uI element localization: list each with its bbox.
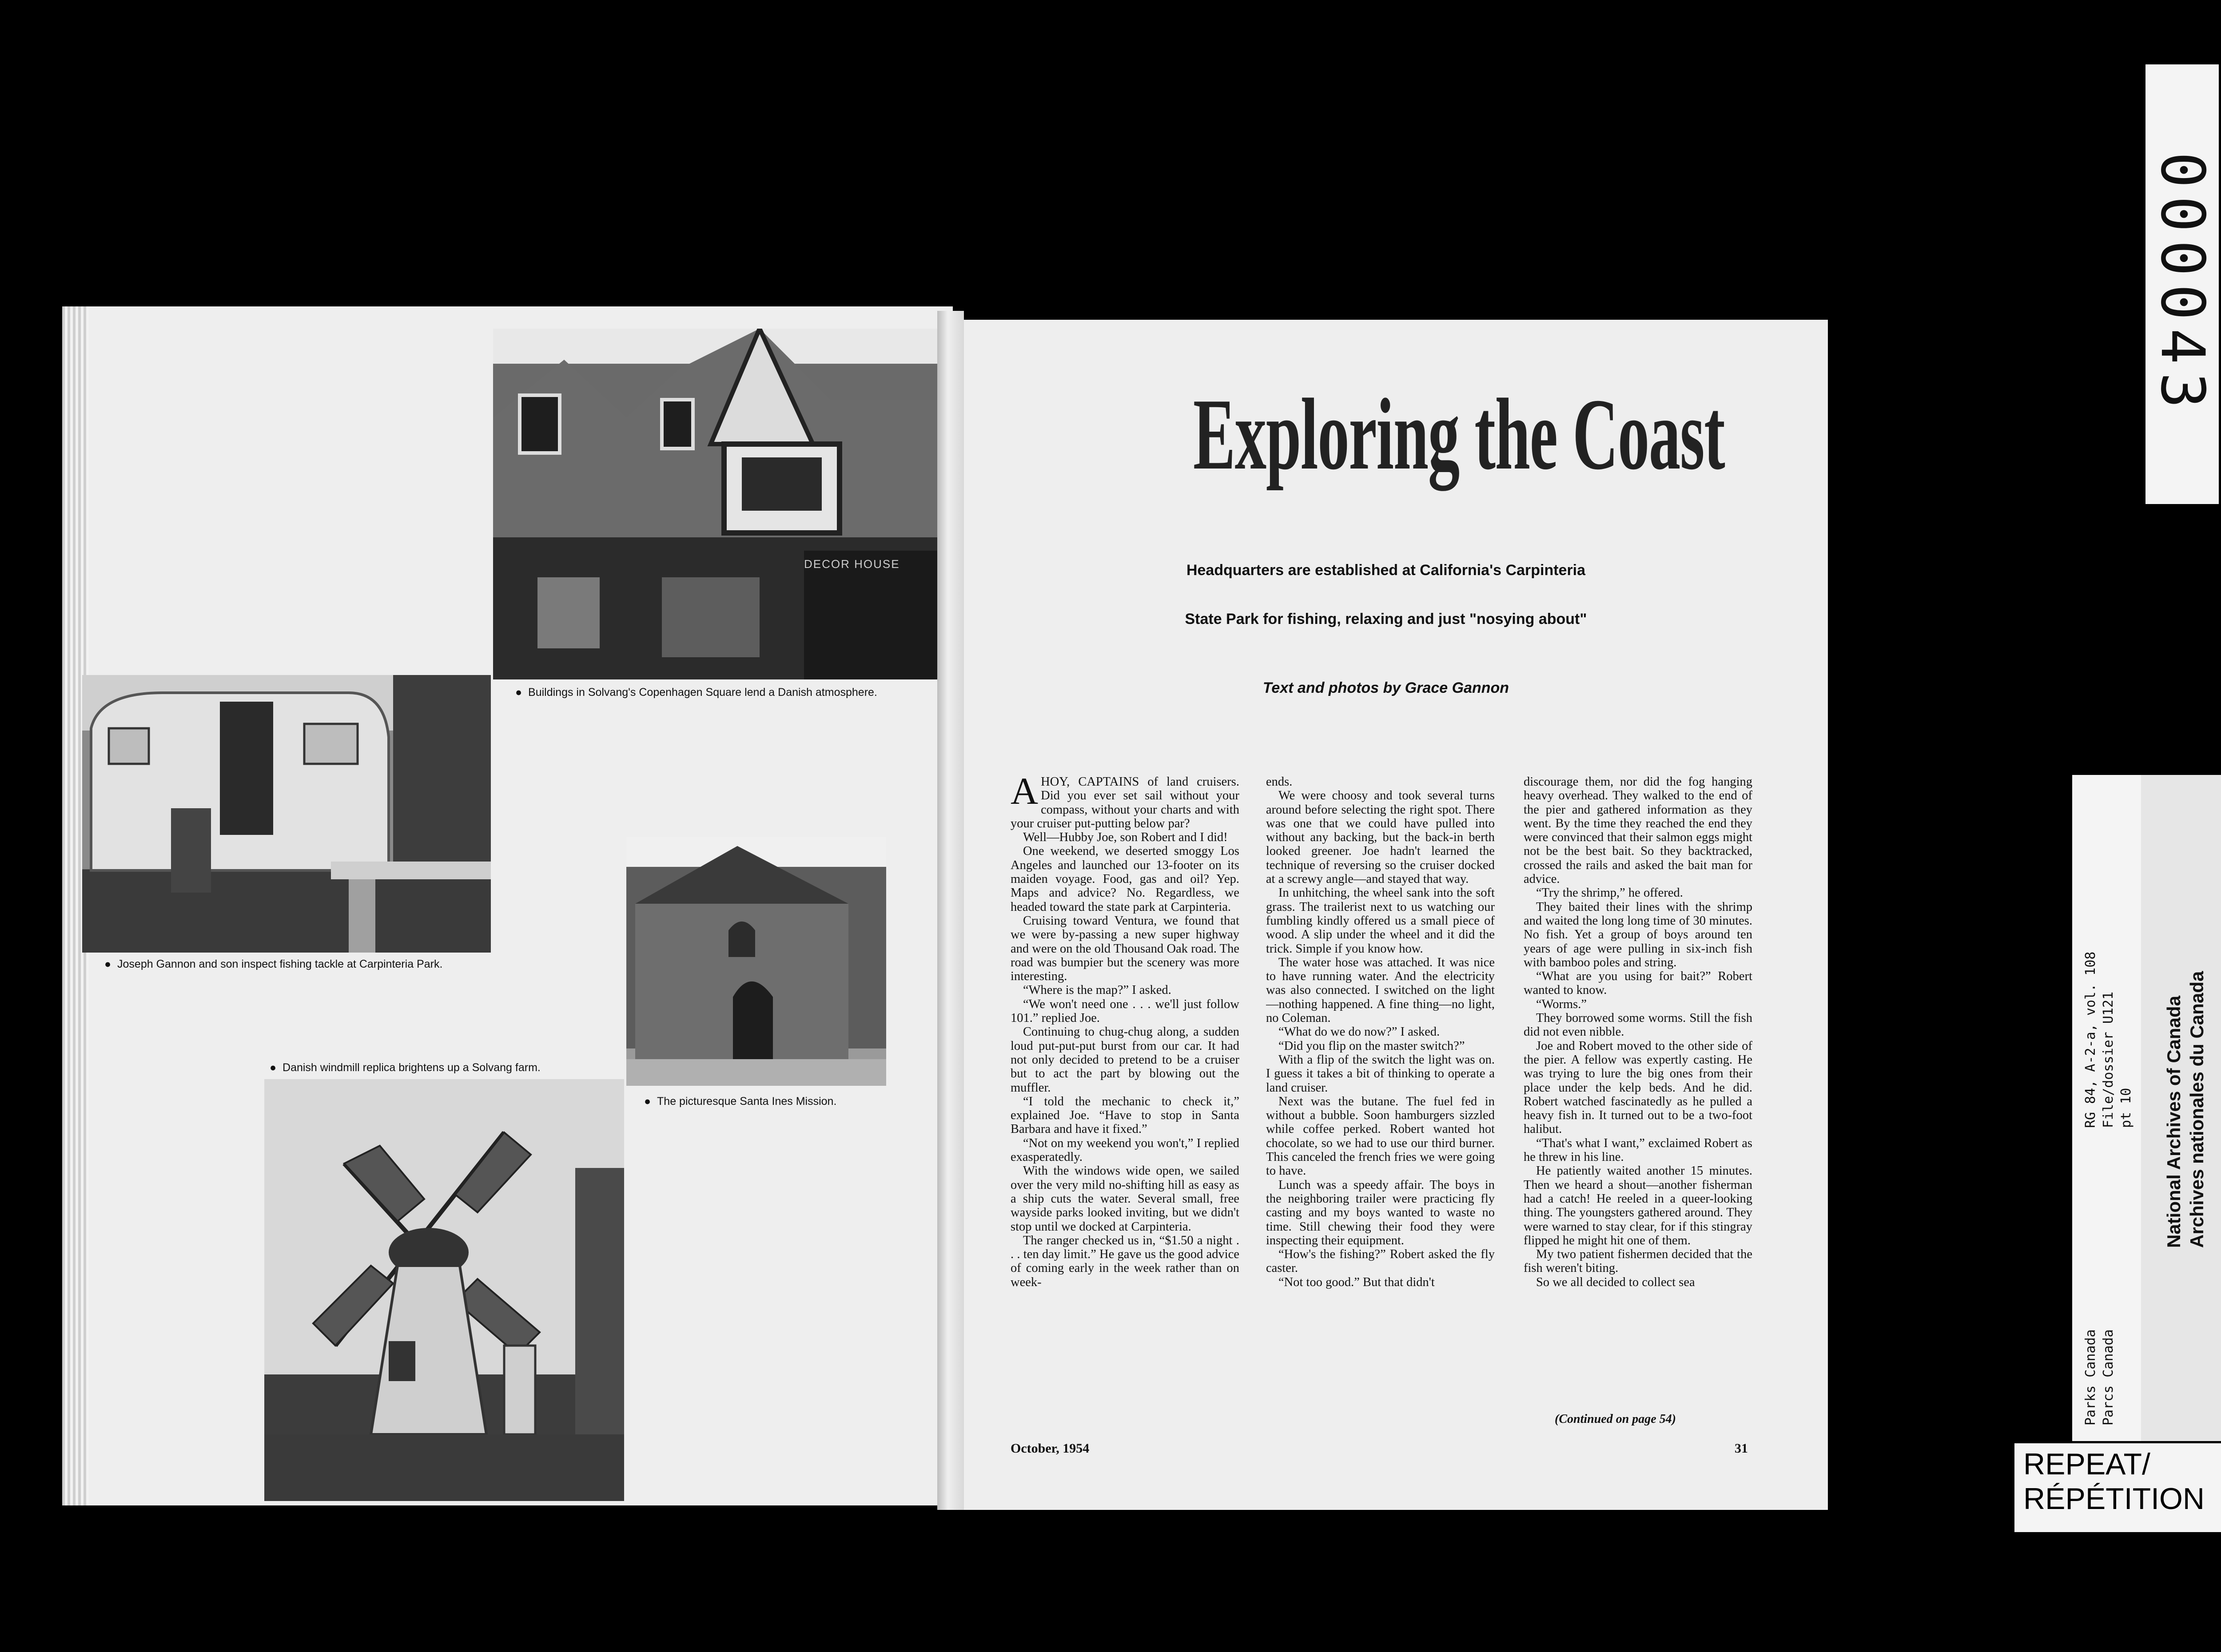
frame-number: 000043	[2148, 152, 2217, 417]
column1-paragraph: Continuing to chug-chug along, a sudden loud put-put-put burst from our car. It had not only decided to pretend to be a cruiser but to act the part by blowing out the muffler.	[1011, 1025, 1239, 1095]
caption-trailer	[104, 958, 442, 971]
archive-rg-reference: RG 84, A-2-a, vol. 108	[2083, 951, 2098, 1128]
article-column-2	[1266, 775, 1495, 1428]
archive-part-reference: pt 10	[2118, 1088, 2134, 1128]
photo-windmill	[264, 1079, 624, 1501]
repeat-text-fr: RÉPÉTITION	[2023, 1482, 2205, 1516]
repeat-text-en: REPEAT/	[2023, 1447, 2150, 1481]
sign-decor-house: DECOR HOUSE	[804, 557, 900, 571]
column2-paragraph: “Did you flip on the master switch?”	[1278, 1039, 1465, 1053]
archive-file-reference: File/dossier U121	[2101, 991, 2116, 1128]
column3-paragraph: They baited their lines with the shrimp and waited the long long time of 30 minutes. No fish. Yet a group of boys around ten years of age were pulling in six-inch fish with bamboo poles and string.	[1524, 900, 1752, 969]
archives-name-en: National Archives of Canada	[2163, 996, 2184, 1248]
parks-canada-en: Parks Canada	[2083, 1329, 2098, 1426]
article-byline: Text and photos by Grace Gannon	[1262, 679, 1509, 696]
article-column-1	[1011, 775, 1239, 1428]
article-subtitle-line1: Headquarters are established at California's Carpinteria	[1186, 562, 1586, 579]
column1-paragraph: “Not on my weekend you won't,” I replied exasperatedly.	[1011, 1136, 1239, 1164]
column2-paragraph: “How's the fishing?” Robert asked the fly caster.	[1266, 1247, 1495, 1275]
caption-mission	[644, 1095, 836, 1108]
footer-date: October, 1954	[1011, 1441, 1090, 1456]
caption-buildings-text: Buildings in Solvang's Copenhagen Square lend a Danish atmosphere.	[528, 686, 877, 699]
column1-lead-paragraph	[1011, 775, 1239, 830]
column3-paragraph: “Try the shrimp,” he offered.	[1536, 886, 1683, 900]
column2-paragraph: With a flip of the switch the light was on. I guess it takes a bit of thinking to operate a land cruiser.	[1266, 1052, 1495, 1095]
column3-paragraph: He patiently waited another 15 minutes. Then we heard a shout—another fisherman had a catch! He reeled in a queer-looking thing. The youngsters gathered around. They were warned to stay clear, for if this stingray flipped he might hit one of them.	[1524, 1164, 1752, 1247]
column3-paragraph: Joe and Robert moved to the other side of the pier. A fellow was expertly casting. He was trying to lure the big ones from their place under the kelp beds. And he did. Robert watched fascinatedly as he pulled a heavy fish in. It turned out to be a two-foot halibut.	[1524, 1039, 1752, 1136]
column1-paragraph: With the windows wide open, we sailed over the very mild no-shifting hill as easy as a ship cuts the water. Several small, free wayside parks looked inviting, but we didn't stop until we docked at Carpinteria.	[1011, 1164, 1239, 1234]
parcs-canada-fr: Parcs Canada	[2101, 1329, 2116, 1426]
caption-windmill-text: Danish windmill replica brightens up a Solvang farm.	[283, 1061, 541, 1074]
column2-paragraph: “What do we do now?” I asked.	[1278, 1025, 1440, 1039]
page-gutter	[937, 311, 964, 1510]
caption-bullet: ●	[270, 1061, 277, 1074]
archive-ref-line1	[2083, 790, 2098, 1128]
caption-trailer-text: Joseph Gannon and son inspect fishing tackle at Carpinteria Park.	[117, 958, 443, 970]
repeat-stamp	[2014, 1443, 2221, 1532]
article-title: Exploring the Coast	[1193, 377, 1725, 491]
article-column-3	[1524, 775, 1752, 1414]
archive-ref-line3	[2119, 790, 2134, 1128]
archive-ref-line2	[2101, 790, 2116, 1128]
column2-paragraph: We were choosy and took several turns around before selecting the right spot. There was one that we could have pulled into without any backing, but the back-in berth looked greener. Joe hadn't learned the technique of reversing so the cruiser docked at a screwy angle—and stayed that way.	[1266, 789, 1495, 886]
column1-paragraph: “We won't need one . . . we'll just follow 101.” replied Joe.	[1011, 997, 1239, 1025]
column2-paragraph: Next was the butane. The fuel fed in without a bubble. Soon hamburgers sizzled while coffee perked. Robert wanted hot chocolate, so we had to use our third burner. This canceled the french fries we were going to have.	[1266, 1094, 1495, 1178]
photo-solvang-buildings	[493, 329, 951, 679]
column1-paragraph: “I told the mechanic to check it,” explained Joe. “Have to stop in Santa Barbara and have it fixed.”	[1011, 1094, 1239, 1136]
lead-text: of land cruisers. Did you ever set sail without your compass, without your charts and with your cruiser put-putting below par?	[1011, 775, 1239, 830]
column3-paragraph: So we all decided to collect sea	[1536, 1275, 1695, 1289]
column1-paragraph: One weekend, we deserted smoggy Los Angeles and launched our 13-footer on its maiden voyage. Food, gas and oil? Yep. Maps and advice? No. Regardless, we headed toward the state park at Carpinteria.	[1011, 844, 1239, 914]
caption-mission-text: The picturesque Santa Ines Mission.	[657, 1095, 837, 1108]
photo-trailer-fishing-tackle	[82, 675, 491, 953]
column3-paragraph: My two patient fishermen decided that the fish weren't biting.	[1524, 1247, 1752, 1275]
column1-paragraph: The ranger checked us in, “$1.50 a night . . . ten day limit.” He gave us the good advice of coming early in the week rather than on week-	[1011, 1233, 1239, 1289]
column3-paragraph: “Worms.”	[1536, 997, 1587, 1011]
caption-bullet: ●	[104, 958, 111, 970]
archives-name-fr: Archives nationales du Canada	[2186, 971, 2207, 1248]
caption-bullet: ●	[515, 686, 522, 699]
column1-paragraph: Cruising toward Ventura, we found that we were by-passing a new super highway and were on the old Thousand Oak road. The road was bumpier but the scenery was more interesting.	[1011, 913, 1239, 984]
column2-paragraph: “Not too good.” But that didn't	[1278, 1275, 1435, 1289]
column2-paragraph: Lunch was a speedy affair. The boys in the neighboring trailer were practicing fly casting and my boys wanted to waste no time. Still chewing their food they were inspecting their equipment.	[1266, 1178, 1495, 1247]
photo-santa-ines-mission	[626, 837, 886, 1086]
article-subtitle-line2: State Park for fishing, relaxing and just "nosying about"	[1185, 611, 1587, 627]
column2-paragraph: In unhitching, the wheel sank into the soft grass. The trailerist next to us watching our fumbling kindly offered us a small piece of wood. A slip under the wheel and it did the trick. Simple if you know how.	[1266, 886, 1495, 956]
lead-smallcaps: HOY, CAPTAINS	[1041, 775, 1139, 789]
footer-page-number: 31	[1735, 1441, 1748, 1456]
column1-paragraph: “Where is the map?” I asked.	[1023, 983, 1171, 997]
column3-first-paragraph: discourage them, nor did the fog hanging heavy overhead. They walked to the end of the pier and gathered information as they went. By the time they reached the end they were convinced that their salmon eggs might not be the best bait. So they backtracked, crossed the rails and asked the bait man for advice.	[1524, 775, 1752, 886]
column2-first-line: ends.	[1266, 775, 1293, 789]
continued-note: (Continued on page 54)	[1555, 1412, 1676, 1426]
drop-cap: A	[1011, 775, 1039, 812]
caption-windmill	[270, 1061, 541, 1074]
column1-paragraph: Well—Hubby Joe, son Robert and I did!	[1023, 830, 1228, 845]
column3-paragraph: They borrowed some worms. Still the fish did not even nibble.	[1524, 1011, 1752, 1039]
column3-paragraph: “What are you using for bait?” Robert wanted to know.	[1524, 969, 1752, 997]
column2-paragraph: The water hose was attached. It was nice to have running water. And the electricity was also connected. I switched on the light—nothing happened. A fine thing—no light, no Coleman.	[1266, 955, 1495, 1025]
column3-paragraph: “That's what I want,” exclaimed Robert as he threw in his line.	[1524, 1136, 1752, 1164]
caption-buildings	[515, 686, 877, 699]
caption-bullet: ●	[644, 1095, 651, 1108]
